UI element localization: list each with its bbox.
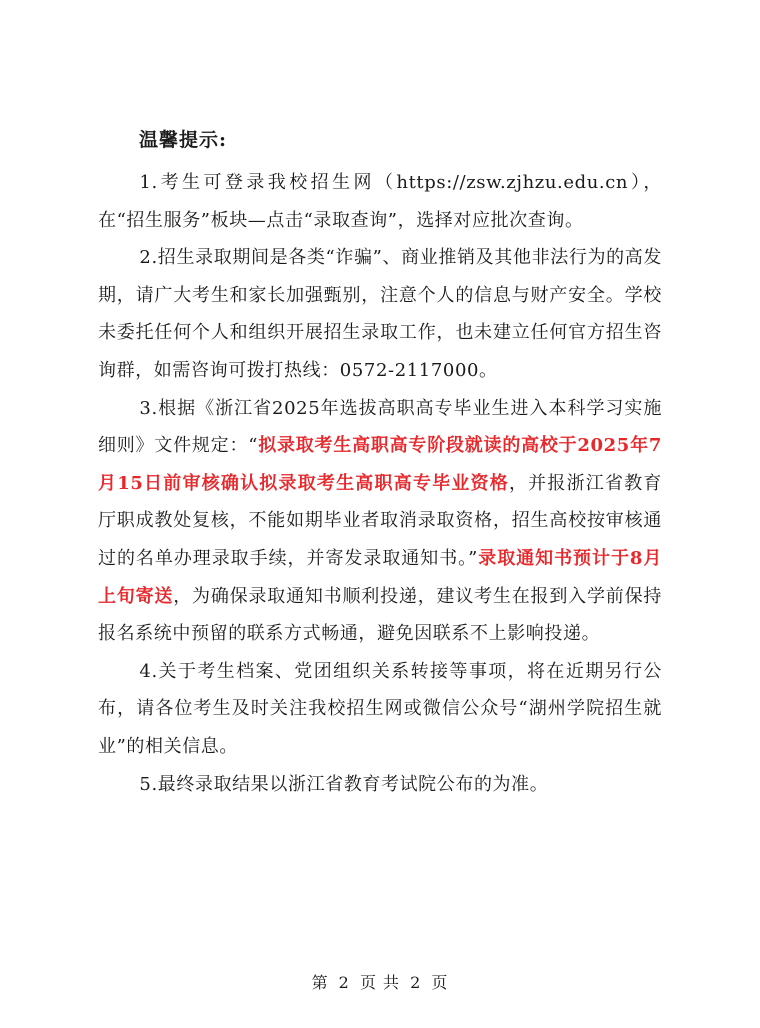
page-number-footer [0,970,760,993]
item-3-emphasis-mailing: 录取通知书预计于8月上旬寄送 [98,547,662,607]
item-5-final-result [98,766,662,804]
item-3-text-part3: ，为确保录取通知书顺利投递，建议考生在报到入学前保持报名系统中预留的联系方式畅通，避免因联系不上影响投递。 [98,585,662,645]
item-4-text: 4.关于考生档案、党团组织关系转接等事项，将在近期另行公布，请各位考生及时关注我校招生网或微信公众号“湖州学院招生就业”的相关信息。 [98,660,662,757]
item-2-fraud-warning [98,239,662,389]
item-1-login-info [98,164,662,239]
item-2-text: 2.招生录取期间是各类“诈骗”、商业推销及其他非法行为的高发期，请广大考生和家长加强甄别，注意个人的信息与财产安全。学校未委托任何个人和组织开展招生录取工作，也未建立任何官方招生咨询群，如需咨询可拨打热线：0572-2117000。 [98,247,662,381]
item-3-regulations [98,390,662,653]
item-1-text: 1.考生可登录我校招生网（https://zsw.zjhzu.edu.cn），在“招生服务”板块—点击“录取查询”，选择对应批次查询。 [98,172,662,231]
notice-heading: 温馨提示: [139,129,228,151]
footer-prefix: 第 [311,973,329,992]
item-3-text-part1: 3.根据《浙江省2025年选拔高职高专毕业生进入本科学习实施细则》文件规定：“ [98,397,662,457]
notice-body [98,126,662,803]
item-3-text-part2: ，并报浙江省教育厅职成教处复核，不能如期毕业者取消录取资格，招生高校按审核通过的名单办理录取手续，并寄发录取通知书。” [98,472,662,569]
item-4-archives [98,653,662,766]
footer-current-page: 2 [338,973,350,992]
footer-total-pages: 2 [410,973,422,992]
footer-middle: 页 共 [359,973,401,992]
item-3-emphasis-deadline: 拟录取考生高职高专阶段就读的高校于2025年7月15日前审核确认拟录取考生高职高专毕业资格 [98,435,663,494]
footer-suffix: 页 [431,973,449,992]
item-5-text: 5.最终录取结果以浙江省教育考试院公布的为准。 [139,773,549,795]
